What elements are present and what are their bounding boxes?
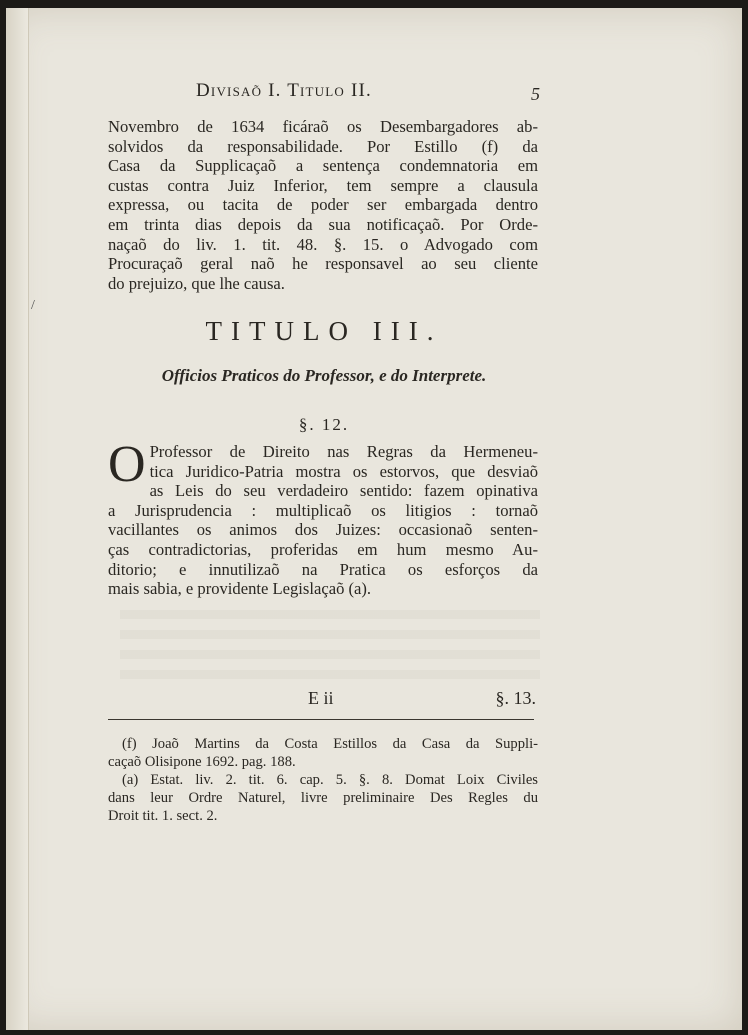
text-line: Casa da Supplicaçaõ a sentença condemnatoria em [108,156,538,176]
chapter-subtitle: Officios Praticos do Professor, e do Interprete. [161,366,487,385]
footnote-line: Droit tit. 1. sect. 2. [108,808,218,824]
text-line: do prejuizo, que lhe causa. [108,273,285,293]
page-header [108,80,540,106]
text-line: solvidos da responsabilidade. Por Estillo (f) da [108,136,538,156]
text-line: a Jurisprudencia : multiplicaõ os litigios : tornaõ [108,500,538,520]
running-title: Divisaõ I. Titulo II. [196,80,372,101]
text-line: Professor de Direito nas Regras da Hermeneu- [149,442,538,461]
footnote-rule [108,719,534,720]
text-line: vacillantes os animos dos Juizes: occasionaõ senten- [108,520,538,540]
section-mark: §. 12. [298,415,350,434]
footnote-line: (a) Estat. liv. 2. tit. 6. cap. 5. §. 8. Domat Loix Civiles [122,772,538,788]
margin-mark: / [31,298,35,313]
page-number: 5 [531,84,540,104]
text-line: custas contra Juiz Inferior, tem sempre a clausula [108,175,538,195]
footnote-line: caçaõ Olisipone 1692. pag. 188. [108,754,296,770]
text-line: as Leis do seu verdadeiro sentido: fazem opinativa [149,481,538,501]
page-gutter [6,8,29,1030]
text-line: mais sabia, e providente Legislaçaõ (a). [108,579,372,599]
footnote-line: (f) Joaõ Martins da Costa Estillos da Casa da Suppli- [122,736,538,752]
text-line: ditorio; e innutilizaõ na Pratica os esforços da [108,559,538,579]
footnote-line: dans leur Ordre Naturel, livre preliminaire Des Regles du [108,790,538,806]
chapter-title: TITULO III. [205,316,443,346]
page-footer [108,688,540,712]
text-line: expressa, ou tacita de poder ser embargada dentro [108,195,538,215]
catchword: §. 13. [495,688,536,708]
text-line: naçaõ do liv. 1. tit. 48. §. 15. o Advogado com [108,234,538,254]
section-paragraph [108,436,538,599]
signature-mark: E ii [308,688,334,708]
show-through-text [120,610,540,680]
text-line: em trinta dias depois da sua notificaçaõ. Por Orde- [108,214,538,234]
text-line: tica Juridico-Patria mostra os estorvos, que desviaõ [149,461,538,481]
text-line: Procuraçaõ geral naõ he responsavel ao seu cliente [108,254,538,274]
drop-cap: O [108,436,146,493]
continuation-paragraph [108,117,538,293]
footnotes [108,735,538,825]
text-line: Novembro de 1634 ficáraõ os Desembargadores ab- [108,117,538,136]
text-line: ças contradictorias, proferidas em hum mesmo Au- [108,539,538,559]
